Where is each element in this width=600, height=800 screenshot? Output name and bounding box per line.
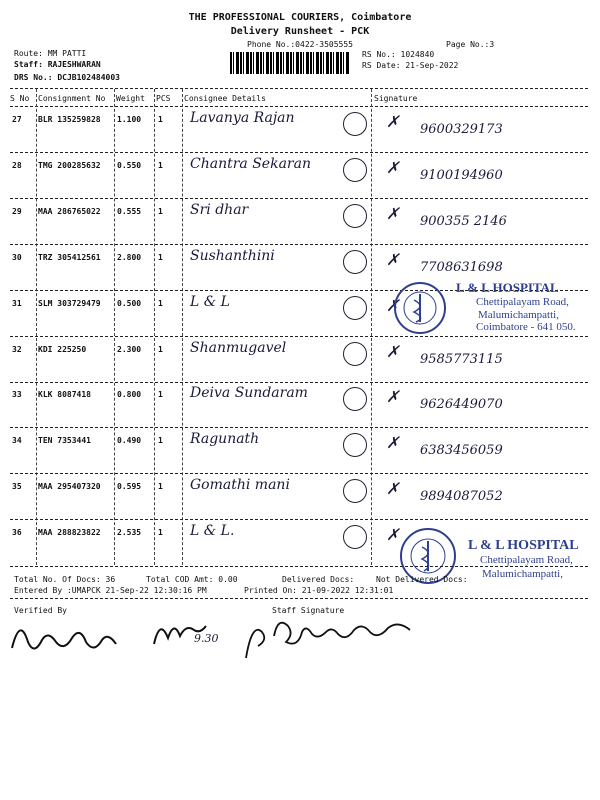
cell-sno: 31 bbox=[12, 299, 22, 308]
cell-pcs: 1 bbox=[158, 207, 163, 216]
rs-number: RS No.: 1024840 bbox=[362, 50, 435, 59]
cell-consignment-no: MAA 295407320 bbox=[38, 482, 101, 491]
cell-sno: 30 bbox=[12, 253, 22, 262]
not-delivered-docs: Not Delivered Docs: bbox=[376, 575, 468, 584]
consignee-name: Shanmugavel bbox=[190, 340, 287, 356]
signature-time: 9.30 bbox=[194, 632, 219, 645]
received-mark-icon bbox=[343, 433, 367, 457]
cell-weight: 2.300 bbox=[117, 345, 142, 354]
cell-weight: 2.800 bbox=[117, 253, 142, 262]
cell-sno: 35 bbox=[12, 482, 22, 491]
received-mark-icon bbox=[343, 204, 367, 228]
divider bbox=[10, 566, 588, 567]
signature-cross-icon: ✗ bbox=[386, 158, 400, 177]
cell-pcs: 1 bbox=[158, 482, 163, 491]
hospital-stamp bbox=[392, 280, 592, 340]
stamp-seal-icon bbox=[392, 280, 448, 336]
printed-on: Printed On: 21-09-2022 12:31:01 bbox=[244, 586, 394, 595]
consignee-name: L & L. bbox=[190, 523, 235, 539]
signature-cross-icon: ✗ bbox=[386, 525, 400, 544]
stamp-address-1: Chettipalayam Road, bbox=[480, 554, 573, 566]
divider bbox=[10, 598, 588, 599]
table-row bbox=[0, 336, 600, 382]
delivered-docs: Delivered Docs: bbox=[282, 575, 355, 584]
signature-phone: 7708631698 bbox=[420, 260, 503, 275]
signature-phone: 900355 2146 bbox=[420, 214, 507, 229]
col-header-pcs: PCS bbox=[156, 94, 171, 103]
cell-pcs: 1 bbox=[158, 253, 163, 262]
signature-cross-icon: ✗ bbox=[386, 342, 400, 361]
signature-cross-icon: ✗ bbox=[386, 204, 400, 223]
verified-by-label: Verified By bbox=[14, 606, 67, 615]
table-row bbox=[0, 198, 600, 244]
signature-cross-icon: ✗ bbox=[386, 112, 400, 131]
cell-consignment-no: KLK 8087418 bbox=[38, 390, 91, 399]
cell-sno: 28 bbox=[12, 161, 22, 170]
table-row bbox=[0, 473, 600, 519]
cell-weight: 1.100 bbox=[117, 115, 142, 124]
route: Route: MM PATTI bbox=[14, 49, 87, 58]
staff-signature bbox=[238, 612, 418, 668]
cell-pcs: 1 bbox=[158, 528, 163, 537]
cell-consignment-no: SLM 303729479 bbox=[38, 299, 101, 308]
signature-phone: 9894087052 bbox=[420, 489, 503, 504]
table-row bbox=[0, 427, 600, 473]
received-mark-icon bbox=[343, 296, 367, 320]
drs-number: DRS No.: DCJB102484003 bbox=[14, 73, 120, 82]
cell-sno: 27 bbox=[12, 115, 22, 124]
consignee-name: Sri dhar bbox=[190, 202, 249, 218]
received-mark-icon bbox=[343, 250, 367, 274]
signature-cross-icon: ✗ bbox=[386, 479, 400, 498]
phone-number: Phone No.:0422-3505555 bbox=[247, 40, 353, 49]
signature-phone: 9100194960 bbox=[420, 168, 503, 183]
consignee-name: Chantra Sekaran bbox=[190, 156, 311, 172]
col-header-consignment: Consignment No bbox=[38, 94, 106, 103]
staff-signature-label: Staff Signature bbox=[272, 606, 345, 615]
verifier-signature bbox=[6, 612, 126, 662]
signature-phone: 9600329173 bbox=[420, 122, 503, 137]
page-number: Page No.:3 bbox=[446, 40, 495, 49]
table-row bbox=[0, 381, 600, 427]
stamp-name: L & L HOSPITAL bbox=[468, 538, 579, 553]
cell-sno: 34 bbox=[12, 436, 22, 445]
stamp-address-3: Coimbatore - 641 050. bbox=[476, 321, 576, 333]
received-mark-icon bbox=[343, 112, 367, 136]
entered-by: Entered By :UMAPCK 21-Sep-22 12:30:16 PM bbox=[14, 586, 207, 595]
signature-cross-icon: ✗ bbox=[386, 387, 400, 406]
signature-cross-icon: ✗ bbox=[386, 433, 400, 452]
total-docs: Total No. Of Docs: 36 bbox=[14, 575, 116, 584]
consignee-name: L & L bbox=[190, 294, 230, 310]
signature-cross-icon: ✗ bbox=[386, 250, 400, 269]
barcode bbox=[230, 52, 350, 74]
stamp-name: L & L HOSPITAL bbox=[456, 280, 559, 295]
table-row bbox=[0, 106, 600, 152]
cell-consignment-no: TMG 200285632 bbox=[38, 161, 101, 170]
cell-sno: 33 bbox=[12, 390, 22, 399]
received-mark-icon bbox=[343, 479, 367, 503]
col-header-signature: Signature bbox=[374, 94, 418, 103]
consignee-name: Gomathi mani bbox=[190, 477, 290, 493]
cell-sno: 36 bbox=[12, 528, 22, 537]
received-mark-icon bbox=[343, 525, 367, 549]
staff: Staff: RAJESHWARAN bbox=[14, 60, 101, 69]
cell-sno: 29 bbox=[12, 207, 22, 216]
cell-consignment-no: MAA 286765022 bbox=[38, 207, 101, 216]
cell-weight: 0.595 bbox=[117, 482, 142, 491]
cell-pcs: 1 bbox=[158, 345, 163, 354]
cell-sno: 32 bbox=[12, 345, 22, 354]
cell-consignment-no: BLR 135259828 bbox=[38, 115, 101, 124]
document-subtitle: Delivery Runsheet - PCK bbox=[230, 26, 370, 37]
cell-consignment-no: MAA 288823822 bbox=[38, 528, 101, 537]
total-cod: Total COD Amt: 0.00 bbox=[146, 575, 238, 584]
signature-cross-icon: ✗ bbox=[386, 296, 400, 315]
cell-weight: 2.535 bbox=[117, 528, 142, 537]
document-title: THE PROFESSIONAL COURIERS, Coimbatore bbox=[188, 12, 412, 23]
stamp-address-2: Malumichampatti, bbox=[478, 309, 559, 321]
received-mark-icon bbox=[343, 158, 367, 182]
col-header-sno: S No bbox=[10, 94, 30, 103]
received-mark-icon bbox=[343, 342, 367, 366]
col-header-weight: Weight bbox=[116, 94, 145, 103]
cell-weight: 0.550 bbox=[117, 161, 142, 170]
cell-pcs: 1 bbox=[158, 161, 163, 170]
cell-weight: 0.500 bbox=[117, 299, 142, 308]
stamp-address-1: Chettipalayam Road, bbox=[476, 296, 569, 308]
cell-consignment-no: TRZ 305412561 bbox=[38, 253, 101, 262]
cell-weight: 0.490 bbox=[117, 436, 142, 445]
received-mark-icon bbox=[343, 387, 367, 411]
consignee-name: Lavanya Rajan bbox=[190, 110, 295, 126]
cell-consignment-no: TEN 7353441 bbox=[38, 436, 91, 445]
cell-weight: 0.800 bbox=[117, 390, 142, 399]
cell-consignment-no: KDI 225250 bbox=[38, 345, 87, 354]
consignee-name: Sushanthini bbox=[190, 248, 275, 264]
cell-pcs: 1 bbox=[158, 115, 163, 124]
signature-phone: 9626449070 bbox=[420, 397, 503, 412]
table-row bbox=[0, 152, 600, 198]
signature-phone: 6383456059 bbox=[420, 443, 503, 458]
cell-pcs: 1 bbox=[158, 390, 163, 399]
signature-phone: 9585773115 bbox=[420, 352, 503, 367]
rs-date: RS Date: 21-Sep-2022 bbox=[362, 61, 459, 70]
stamp-address-2: Malumichampatti, bbox=[482, 568, 563, 580]
consignee-name: Ragunath bbox=[190, 431, 260, 447]
divider bbox=[10, 88, 588, 89]
consignee-name: Deiva Sundaram bbox=[190, 385, 308, 401]
col-header-consignee: Consignee Details bbox=[184, 94, 266, 103]
cell-pcs: 1 bbox=[158, 299, 163, 308]
cell-pcs: 1 bbox=[158, 436, 163, 445]
cell-weight: 0.555 bbox=[117, 207, 142, 216]
